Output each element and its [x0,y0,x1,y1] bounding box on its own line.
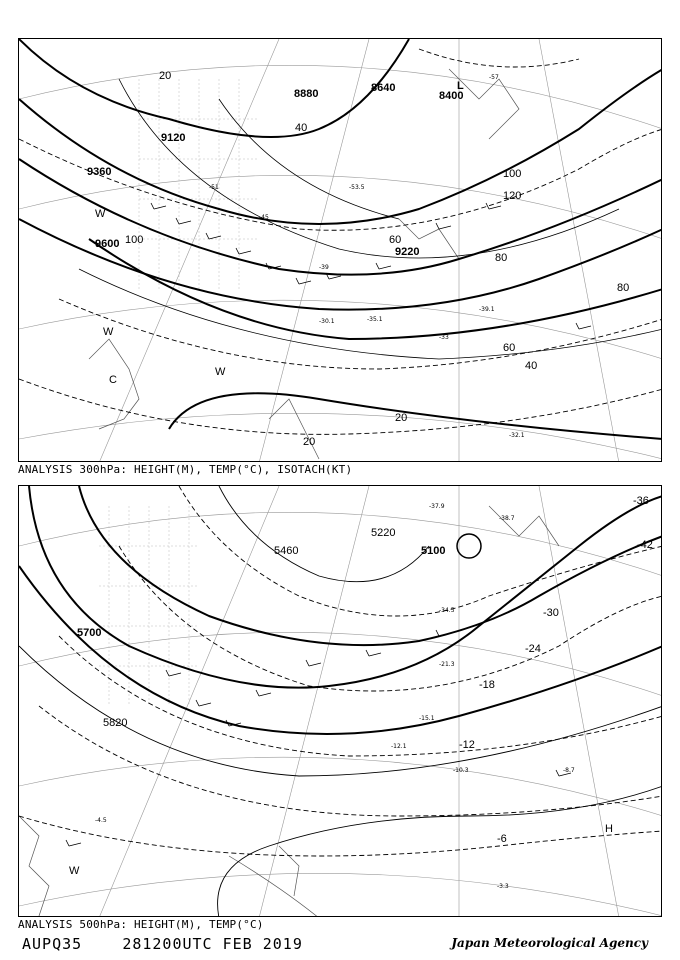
height-label-5820: 5820 [103,717,128,729]
isotach-label: 40 [525,360,538,372]
isotach-label: 40 [295,122,308,134]
map-500hpa-canvas [19,486,662,917]
station-label: -12.1 [391,743,407,750]
temp-label: -45 [259,214,269,221]
height-label-5220: 5220 [371,527,396,539]
isotach-label: 20 [395,412,408,424]
low-pressure-marker: L [457,80,464,92]
isotach-label: 80 [495,252,508,264]
temp-isotherm-label: -42 [637,539,653,551]
height-label-9600: 9600 [95,238,120,250]
caption-500hpa: ANALYSIS 500hPa: HEIGHT(M), TEMP(°C) [18,918,264,931]
height-contours-thin-500 [19,486,662,917]
temp-isotherm-label: -12 [459,739,475,751]
temperature-contours-500 [19,486,662,856]
isotach-label: 20 [159,70,172,82]
height-label-8400: 8400 [439,90,464,102]
isotach-label: 60 [389,234,402,246]
temp-label: -33 [439,334,449,341]
chart-identifier [22,935,303,953]
height-label-5700: 5700 [77,627,102,639]
temp-label: -32.1 [509,432,525,439]
station-label: -3.3 [497,883,509,890]
temp-label: -30.1 [319,318,335,325]
temp-label: -39.1 [479,306,495,313]
height-label-5460: 5460 [274,545,299,557]
isotach-label: 60 [503,342,516,354]
height-label-9120: 9120 [161,132,186,144]
isotach-label: 120 [503,190,522,202]
height-label-5100: 5100 [421,545,446,557]
map-300hpa-canvas [19,39,662,462]
obs-grid-300 [139,79,259,289]
station-label: -34.5 [439,607,455,614]
isotach-label: 100 [503,168,522,180]
temp-label: -57 [489,74,499,81]
height-label-9360: 9360 [87,166,112,178]
wind-barbs-500 [66,630,571,846]
warm-marker: W [95,208,106,220]
temp-label: -35.1 [367,316,383,323]
warm-marker: W [69,865,80,877]
station-label: -38.7 [499,515,515,522]
station-label: -15.1 [419,715,435,722]
temp-isotherm-label: -36 [633,495,649,507]
temp-isotherm-label: -6 [497,833,507,845]
temp-isotherm-label: -18 [479,679,495,691]
height-label-8880: 8880 [294,88,319,100]
station-label: -21.3 [439,661,455,668]
graticule-500 [19,486,662,917]
station-label: -37.9 [429,503,445,510]
station-label: -4.5 [95,817,107,824]
cold-marker: C [109,374,117,386]
valid-time: 281200UTC FEB 2019 [122,935,303,953]
station-label: -8.7 [563,767,575,774]
caption-300hpa: ANALYSIS 300hPa: HEIGHT(M), TEMP(°C), ISOTACH(KT) [18,463,353,476]
temp-isotherm-label: -30 [543,607,559,619]
isotach-label: 80 [617,282,630,294]
isotach-label: 20 [303,436,316,448]
obs-grid-500 [99,506,199,706]
temp-label: -53.5 [349,184,365,191]
warm-marker: W [103,326,114,338]
height-contours-500 [19,486,662,734]
temp-isotherm-label: -24 [525,643,541,655]
isotach-label: 100 [125,234,144,246]
temp-label: -39 [319,264,329,271]
station-label: -10.3 [453,767,469,774]
closed-low-contour [457,534,481,558]
map-panel-500hpa [18,485,662,917]
map-panel-300hpa [18,38,662,462]
chart-code: AUPQ35 [22,935,83,953]
height-label-8640: 8640 [371,82,396,94]
temp-label: -51 [209,184,219,191]
height-label-9220: 9220 [395,246,420,258]
high-pressure-marker: H [605,823,613,835]
agency-name: Japan Meteorological Agency [451,936,648,950]
warm-marker: W [215,366,226,378]
